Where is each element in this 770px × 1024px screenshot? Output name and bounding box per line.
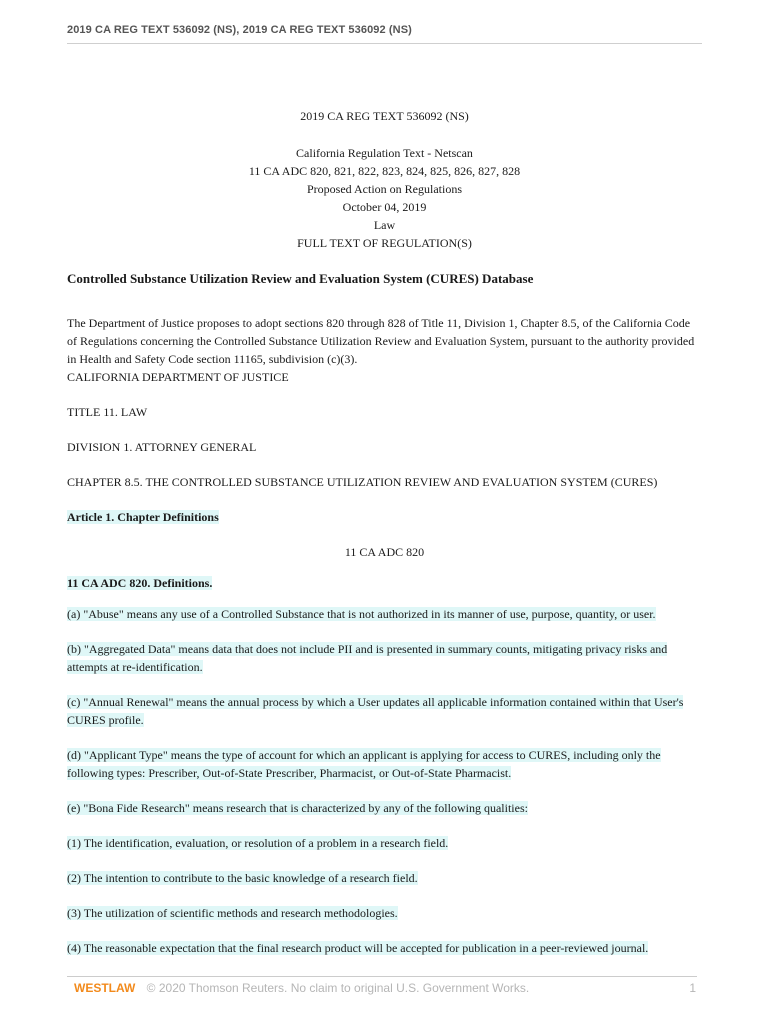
chapter-line: CHAPTER 8.5. THE CONTROLLED SUBSTANCE UTILIZATION REVIEW AND EVALUATION SYSTEM (CURES) xyxy=(67,475,658,489)
definition-item: (b) "Aggregated Data" means data that does not include PII and is presented in summary counts, mitigating privacy risks and attempts at re-identification. xyxy=(67,642,668,674)
document-title: Controlled Substance Utilization Review and Evaluation System (CURES) Database xyxy=(67,271,534,286)
intro-paragraph: The Department of Justice proposes to adopt sections 820 through 828 of Title 11, Division 1, Chapter 8.5, of the California Code of Regulations concerning the Controlled Substance Utilization Review and Evaluation System, pursuant to the authority provided in Health and Safety Code section 11165, subdivision (c)(3). xyxy=(67,316,695,366)
page-footer xyxy=(74,981,696,995)
definition-item: (d) "Applicant Type" means the type of account for which an applicant is applying for access to CURES, including only the following types: Prescriber, Out-of-State Prescriber, Pharmacist, or Out-of-State Pharmacist. xyxy=(67,748,661,780)
title-line: TITLE 11. LAW xyxy=(67,405,148,419)
westlaw-logo: WESTLAW xyxy=(74,981,136,995)
department-line: CALIFORNIA DEPARTMENT OF JUSTICE xyxy=(67,370,289,384)
running-header: 2019 CA REG TEXT 536092 (NS), 2019 CA REG TEXT 536092 (NS) xyxy=(67,24,412,36)
definition-item: (c) "Annual Renewal" means the annual process by which a User updates all applicable information contained within that User's CURES profile. xyxy=(67,695,684,727)
meta-fulltext: FULL TEXT OF REGULATION(S) xyxy=(297,236,472,250)
header-divider xyxy=(67,43,702,44)
meta-sections: 11 CA ADC 820, 821, 822, 823, 824, 825, 826, 827, 828 xyxy=(248,164,521,178)
section-heading: 11 CA ADC 820. Definitions. xyxy=(67,576,213,590)
citation-title: 2019 CA REG TEXT 536092 (NS) xyxy=(300,109,469,123)
definition-subitem: (2) The intention to contribute to the basic knowledge of a research field. xyxy=(67,871,418,885)
definition-subitem: (3) The utilization of scientific methods and research methodologies. xyxy=(67,906,398,920)
definition-subitem: (1) The identification, evaluation, or resolution of a problem in a research field. xyxy=(67,836,449,850)
meta-source: California Regulation Text - Netscan xyxy=(296,146,473,160)
copyright-notice: © 2020 Thomson Reuters. No claim to original U.S. Government Works. xyxy=(146,981,530,995)
citation-meta xyxy=(67,144,702,252)
section-cite: 11 CA ADC 820 xyxy=(344,545,425,559)
footer-divider xyxy=(67,976,697,977)
definition-subitem: (4) The reasonable expectation that the final research product will be accepted for publication in a peer-reviewed journal. xyxy=(67,941,649,955)
definition-item: (e) "Bona Fide Research" means research that is characterized by any of the following qualities: xyxy=(67,801,528,815)
article-heading: Article 1. Chapter Definitions xyxy=(67,510,219,524)
meta-category: Law xyxy=(373,218,396,232)
meta-date: October 04, 2019 xyxy=(342,200,427,214)
meta-action: Proposed Action on Regulations xyxy=(307,182,462,196)
document-body xyxy=(67,107,702,974)
division-line: DIVISION 1. ATTORNEY GENERAL xyxy=(67,440,257,454)
definition-item: (a) "Abuse" means any use of a Controlled Substance that is not authorized in its manner of use, purpose, quantity, or user. xyxy=(67,607,656,621)
page-number: 1 xyxy=(689,981,696,995)
